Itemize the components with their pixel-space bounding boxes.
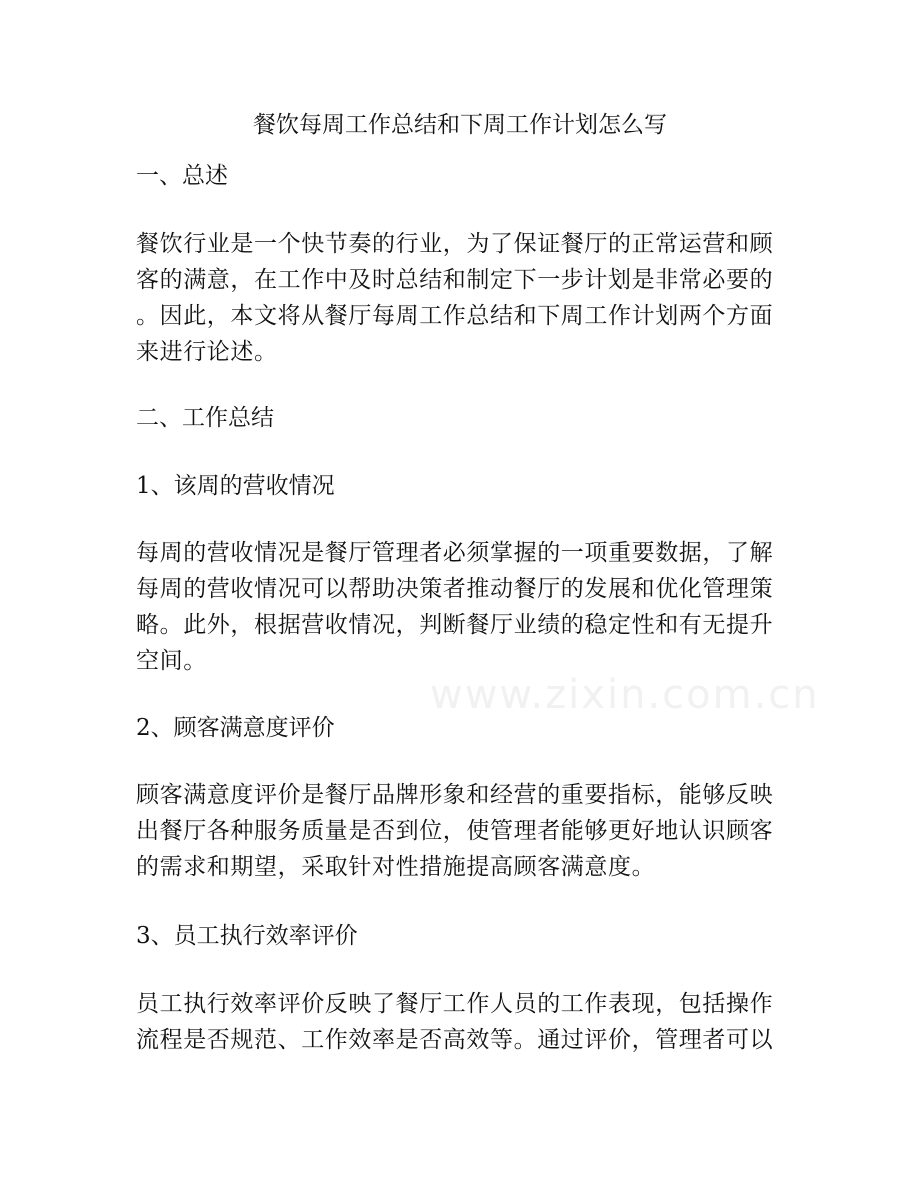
revenue-paragraph xyxy=(136,535,796,679)
document-title: 餐饮每周工作总结和下周工作计划怎么写 xyxy=(253,112,667,138)
text-line: 来进行论述。 xyxy=(136,339,278,365)
staff-efficiency-paragraph xyxy=(136,986,796,1058)
text-line: 出餐厅各种服务质量是否到位，使管理者能够更好地认识顾客 xyxy=(136,818,774,844)
subsection-heading-staff-efficiency: 3、员工执行效率评价 xyxy=(136,923,358,949)
customer-satisfaction-paragraph xyxy=(136,777,796,885)
text-line: 。因此，本文将从餐厅每周工作总结和下周工作计划两个方面 xyxy=(136,303,774,329)
text-line: 每周的营收情况是餐厅管理者必须掌握的一项重要数据，了解 xyxy=(136,540,774,566)
section-heading-overview: 一、总述 xyxy=(136,163,228,189)
section-heading-work-summary: 二、工作总结 xyxy=(136,405,274,431)
text-line: 每周的营收情况可以帮助决策者推动餐厅的发展和优化管理策 xyxy=(136,576,774,602)
subsection-heading-revenue: 1、该周的营收情况 xyxy=(136,473,335,499)
watermark: www.zixin.com.cn xyxy=(430,672,820,718)
text-line: 餐饮行业是一个快节奏的行业，为了保证餐厅的正常运营和顾 xyxy=(136,231,774,257)
text-line: 流程是否规范、工作效率是否高效等。通过评价，管理者可以 xyxy=(136,1027,774,1053)
overview-paragraph xyxy=(136,226,796,370)
text-line: 顾客满意度评价是餐厅品牌形象和经营的重要指标，能够反映 xyxy=(136,782,774,808)
subsection-heading-customer-satisfaction: 2、顾客满意度评价 xyxy=(136,715,335,741)
text-line: 略。此外，根据营收情况，判断餐厅业绩的稳定性和有无提升 xyxy=(136,612,774,638)
text-line: 客的满意，在工作中及时总结和制定下一步计划是非常必要的 xyxy=(136,267,774,293)
text-line: 空间。 xyxy=(136,648,207,674)
text-line: 员工执行效率评价反映了餐厅工作人员的工作表现，包括操作 xyxy=(136,991,774,1017)
text-line: 的需求和期望，采取针对性措施提高顾客满意度。 xyxy=(136,854,656,880)
